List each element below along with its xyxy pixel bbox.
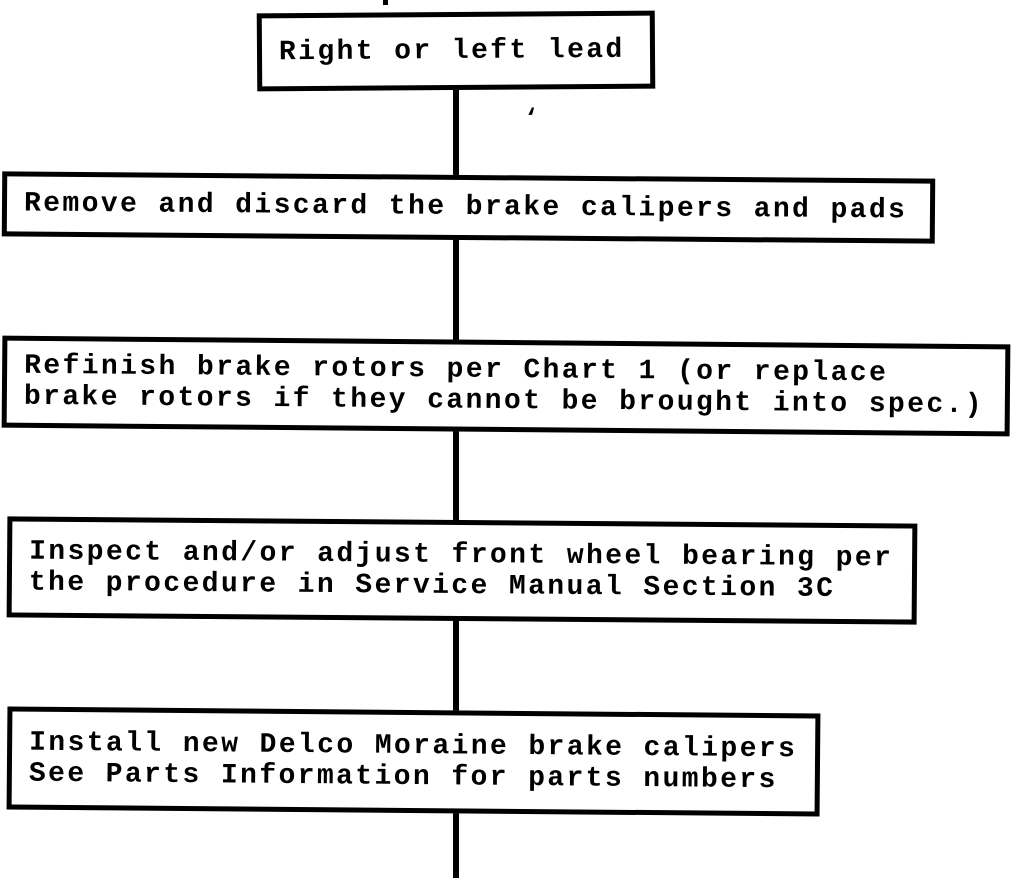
flow-node-remove-calipers <box>2 171 935 243</box>
flow-node-right-or-left-lead <box>257 11 656 92</box>
flow-node-inspect-wheel-bearing <box>7 516 918 624</box>
scan-artifact-top-stub <box>383 0 388 5</box>
node-text-line: the procedure in Service Manual Section 3C <box>28 567 836 605</box>
node-text-line: See Parts Information for parts numbers <box>28 758 778 796</box>
node-text-line: Remove and discard the brake calipers and pads <box>23 188 908 227</box>
node-text-line: Right or left lead <box>278 34 625 68</box>
scan-artifact-mark: ‘ <box>524 106 539 133</box>
flow-node-refinish-rotors <box>2 336 1011 437</box>
node-text-line: Install new Delco Moraine brake calipers <box>29 727 798 765</box>
node-text-line: Inspect and/or adjust front wheel bearing per <box>29 536 894 574</box>
node-text-line: brake rotors if they cannot be brought into spec.) <box>23 381 985 422</box>
flow-node-install-new-calipers <box>7 706 821 816</box>
node-text-line: Refinish brake rotors per Chart 1 (or replace <box>24 350 889 390</box>
